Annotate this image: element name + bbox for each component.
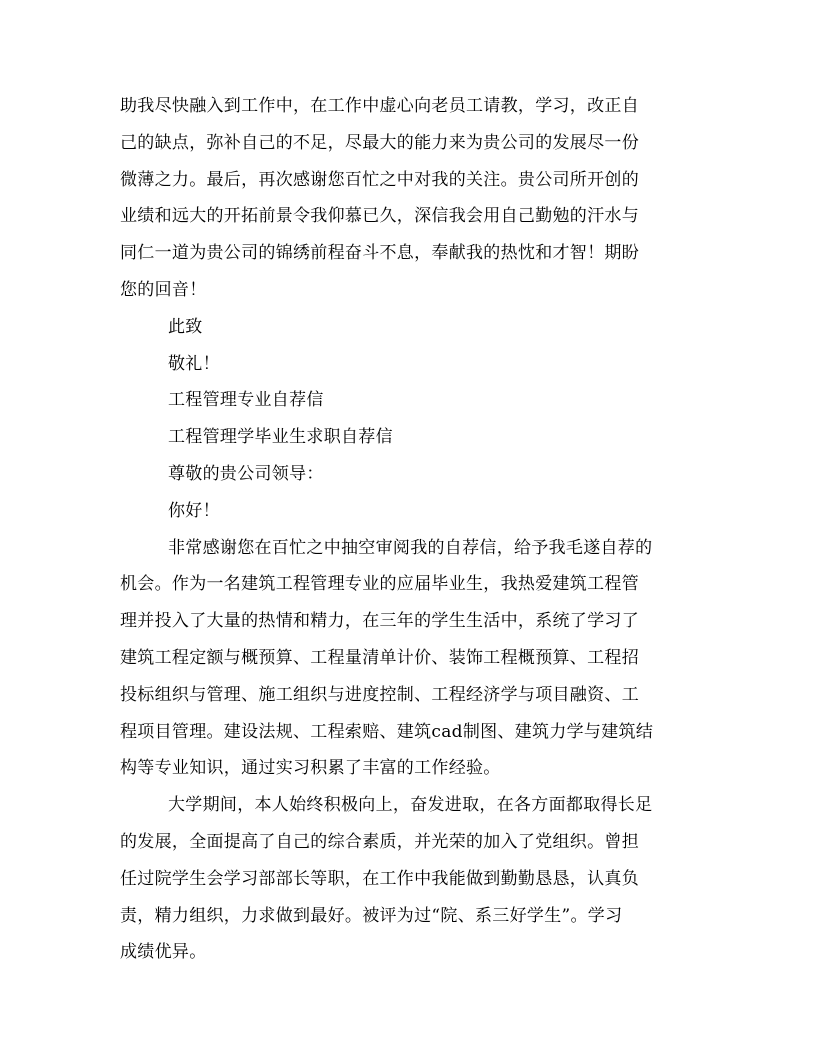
text-line: 理并投入了大量的热情和精力，在三年的学生生活中，系统了学习了	[120, 611, 639, 632]
text-line: 大学期间，本人始终积极向上，奋发进取，在各方面都取得长足	[168, 795, 653, 816]
text-line: 建筑工程定额与概预算、工程量清单计价、装饰工程概预算、工程招	[120, 647, 639, 668]
text-line: 己的缺点，弥补自己的不足，尽最大的能力来为贵公司的发展尽一份	[120, 132, 639, 153]
text-line: 助我尽快融入到工作中，在工作中虚心向老员工请教，学习，改正自	[120, 96, 639, 116]
text-line: 同仁一道为贵公司的锦绣前程奋斗不息，奉献我的热忱和才智！期盼	[120, 243, 639, 264]
text-line: 你好！	[168, 500, 220, 521]
text-line: 责，精力组织，力求做到最好。被评为过“院、系三好学生”。学习	[120, 905, 623, 926]
text-line: 成绩优异。	[120, 942, 207, 963]
text-line: 构等专业知识，通过实习积累了丰富的工作经验。	[120, 758, 501, 779]
document-body	[120, 88, 696, 971]
text-line: 的发展，全面提高了自己的综合素质，并光荣的加入了党组织。曾担	[120, 831, 639, 852]
text-line: 微薄之力。最后，再次感谢您百忙之中对我的关注。贵公司所开创的	[120, 169, 639, 190]
text-line: 工程管理专业自荐信	[168, 390, 324, 411]
text-line: 投标组织与管理、施工组织与进度控制、工程经济学与项目融资、工	[120, 684, 639, 705]
text-line: 工程管理学毕业生求职自荐信	[168, 427, 393, 448]
text-line: 尊敬的贵公司领导：	[168, 463, 324, 484]
text-line: 非常感谢您在百忙之中抽空审阅我的自荐信，给予我毛遂自荐的	[168, 537, 653, 558]
text-line: 机会。作为一名建筑工程管理专业的应届毕业生，我热爱建筑工程管	[120, 574, 639, 595]
text-line: 业绩和远大的开拓前景令我仰慕已久，深信我会用自己勤勉的汗水与	[120, 206, 639, 227]
text-line: 您的回音！	[120, 279, 207, 300]
text-line: 敬礼！	[168, 353, 220, 374]
text-line: 程项目管理。建设法规、工程索赔、建筑cad制图、建筑力学与建筑结	[120, 721, 654, 742]
text-line: 任过院学生会学习部部长等职，在工作中我能做到勤勤恳恳，认真负	[120, 868, 639, 889]
text-line: 此致	[168, 316, 203, 337]
